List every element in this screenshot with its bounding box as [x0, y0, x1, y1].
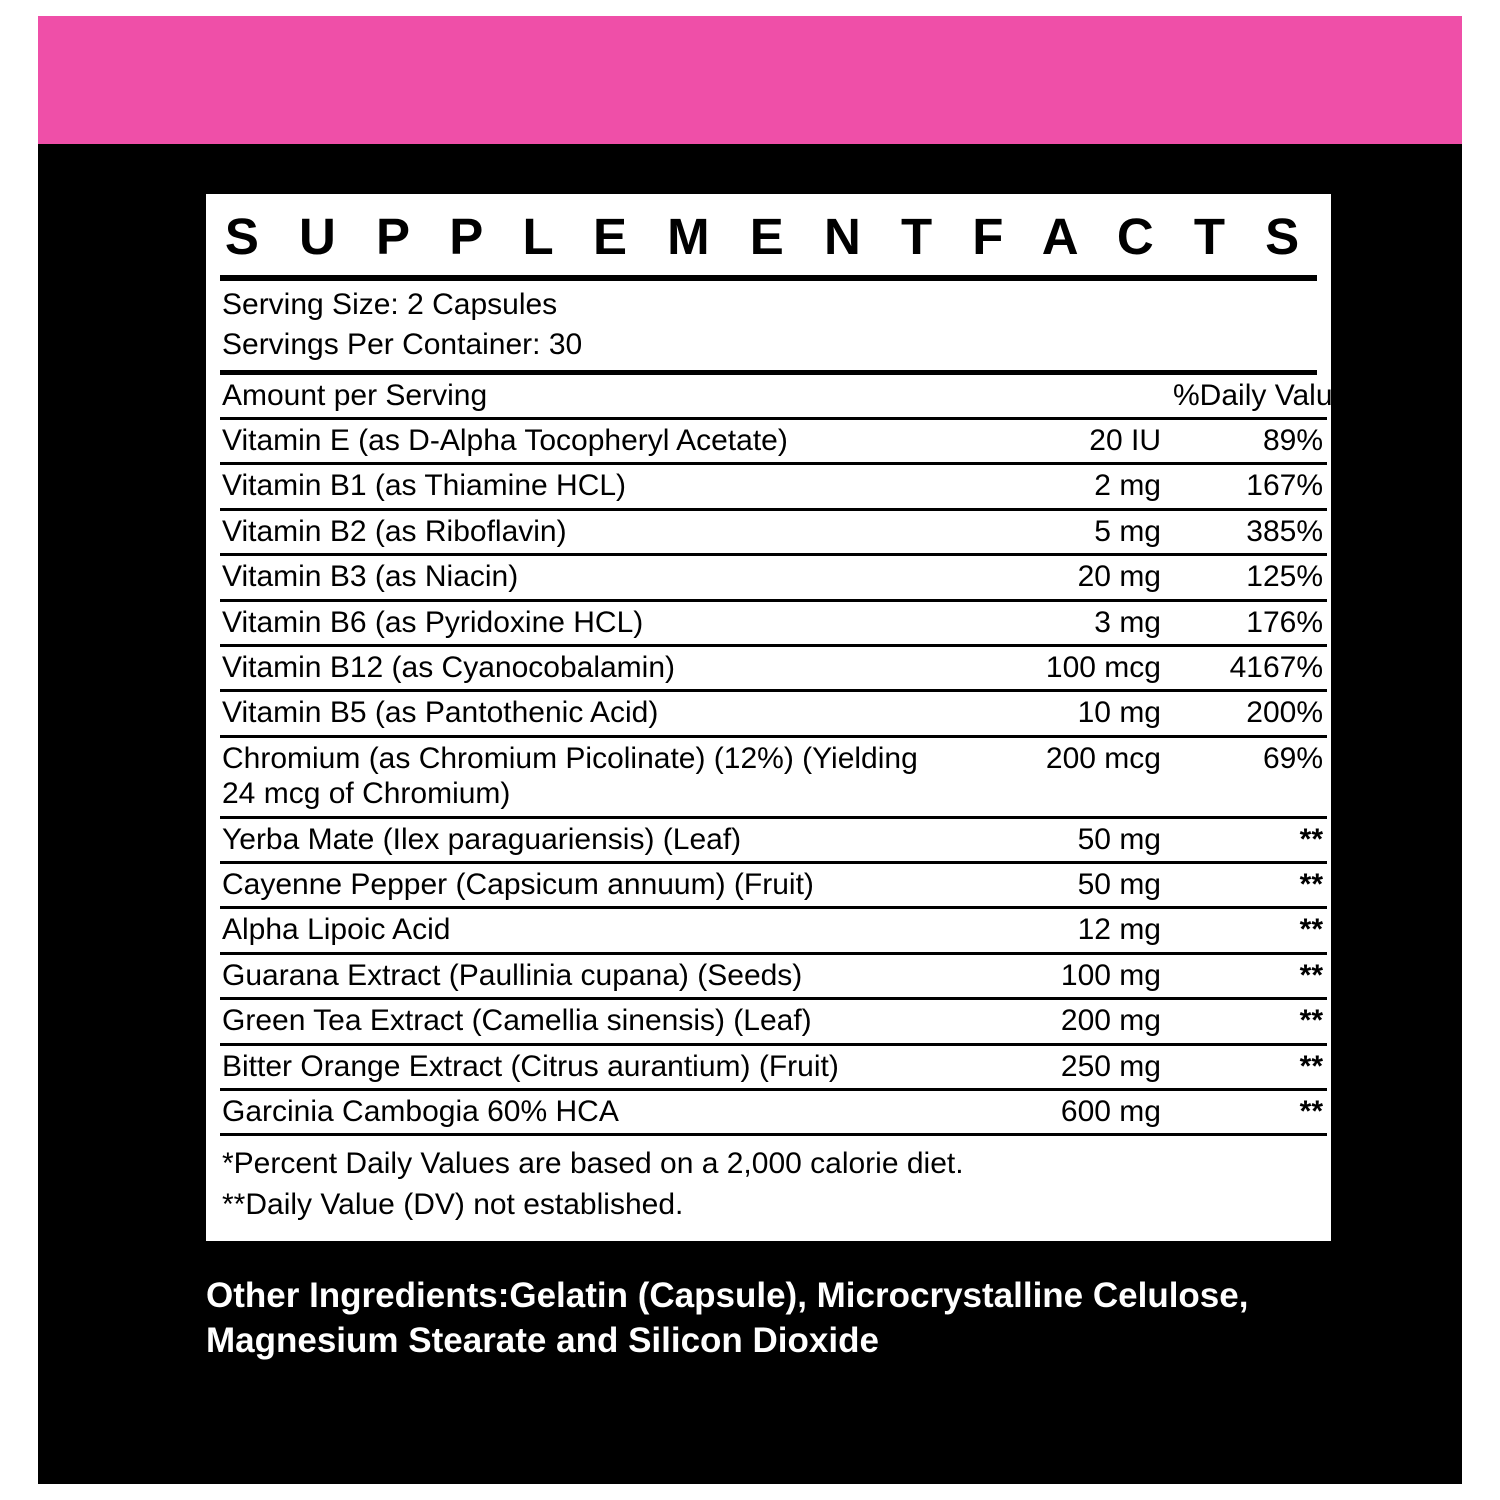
nutrient-dv: 176% — [1171, 600, 1327, 645]
header-amount-spacer — [959, 375, 1171, 419]
supplement-facts-panel — [206, 194, 1361, 1241]
nutrient-name: Garcinia Cambogia 60% HCA — [220, 1089, 959, 1134]
nutrient-dv: ** — [1171, 862, 1327, 907]
nutrient-name: Green Tea Extract (Camellia sinensis) (Leaf) — [220, 999, 959, 1044]
nutrient-dv: ** — [1171, 1044, 1327, 1089]
nutrient-amount: 200 mg — [959, 999, 1171, 1044]
nutrient-amount: 20 mg — [959, 555, 1171, 600]
nutrient-amount: 20 IU — [959, 419, 1171, 464]
label-background — [38, 16, 1462, 1484]
table-row — [220, 600, 1327, 645]
serving-info — [220, 281, 1317, 370]
nutrient-name: Vitamin B12 (as Cyanocobalamin) — [220, 645, 959, 690]
nutrient-name: Vitamin B6 (as Pyridoxine HCL) — [220, 600, 959, 645]
footnotes — [220, 1136, 1317, 1227]
nutrient-name: Vitamin E (as D-Alpha Tocopheryl Acetate) — [220, 419, 959, 464]
nutrient-dv: 200% — [1171, 691, 1327, 736]
table-row — [220, 1044, 1327, 1089]
pink-header-band — [38, 16, 1462, 144]
table-row — [220, 1089, 1327, 1134]
nutrient-dv: 89% — [1171, 419, 1327, 464]
nutrient-amount: 2 mg — [959, 464, 1171, 509]
nutrient-name: Vitamin B5 (as Pantothenic Acid) — [220, 691, 959, 736]
nutrient-name: Vitamin B1 (as Thiamine HCL) — [220, 464, 959, 509]
table-row — [220, 862, 1327, 907]
nutrient-amount: 250 mg — [959, 1044, 1171, 1089]
table-row — [220, 645, 1327, 690]
nutrient-name: Bitter Orange Extract (Citrus aurantium) (Fruit) — [220, 1044, 959, 1089]
footnote-dv-not-established: **Daily Value (DV) not established. — [222, 1187, 684, 1221]
nutrient-amount: 100 mcg — [959, 645, 1171, 690]
nutrient-amount: 100 mg — [959, 953, 1171, 998]
nutrient-name: Chromium (as Chromium Picolinate) (12%) (Yielding 24 mcg of Chromium) — [220, 736, 959, 817]
nutrient-dv: ** — [1171, 999, 1327, 1044]
table-row — [220, 953, 1327, 998]
header-daily-value: %Daily Value* — [1171, 375, 1327, 419]
table-row — [220, 555, 1327, 600]
table-row — [220, 464, 1327, 509]
nutrient-dv: 4167% — [1171, 645, 1327, 690]
table-row — [220, 736, 1327, 817]
nutrient-dv: ** — [1171, 953, 1327, 998]
table-row — [220, 817, 1327, 862]
servings-per-container: Servings Per Container: 30 — [222, 328, 583, 362]
page-title: S U P P L E M E N T F A C T S — [224, 208, 1313, 265]
nutrient-dv: ** — [1171, 908, 1327, 953]
nutrient-name: Yerba Mate (Ilex paraguariensis) (Leaf) — [220, 817, 959, 862]
table-row — [220, 908, 1327, 953]
table-row — [220, 691, 1327, 736]
nutrient-amount: 10 mg — [959, 691, 1171, 736]
nutrition-table — [220, 375, 1361, 1137]
table-row — [220, 999, 1327, 1044]
footnote-daily-values: *Percent Daily Values are based on a 2,000 calorie diet. — [222, 1147, 964, 1181]
nutrient-amount: 600 mg — [959, 1089, 1171, 1134]
nutrient-amount: 3 mg — [959, 600, 1171, 645]
header-amount-per-serving: Amount per Serving — [220, 375, 959, 419]
nutrient-name: Alpha Lipoic Acid — [220, 908, 959, 953]
other-ingredients: Other Ingredients:Gelatin (Capsule), Microcrystalline Celulose, Magnesium Stearate and Silicon Dioxide — [206, 1276, 1249, 1360]
nutrient-name: Vitamin B2 (as Riboflavin) — [220, 509, 959, 554]
nutrient-dv: 69% — [1171, 736, 1327, 817]
nutrient-amount: 12 mg — [959, 908, 1171, 953]
serving-size: Serving Size: 2 Capsules — [222, 287, 558, 321]
table-header-row — [220, 375, 1327, 419]
table-row — [220, 419, 1327, 464]
nutrient-amount: 50 mg — [959, 862, 1171, 907]
nutrient-name: Vitamin B3 (as Niacin) — [220, 555, 959, 600]
nutrient-amount: 50 mg — [959, 817, 1171, 862]
nutrient-name: Cayenne Pepper (Capsicum annuum) (Fruit) — [220, 862, 959, 907]
table-row — [220, 509, 1327, 554]
nutrient-amount: 5 mg — [959, 509, 1171, 554]
nutrient-dv: 167% — [1171, 464, 1327, 509]
nutrient-dv: ** — [1171, 1089, 1327, 1134]
nutrient-dv: 125% — [1171, 555, 1327, 600]
nutrient-amount: 200 mcg — [959, 736, 1171, 817]
nutrient-name: Guarana Extract (Paullinia cupana) (Seeds) — [220, 953, 959, 998]
nutrient-dv: ** — [1171, 817, 1327, 862]
nutrient-dv: 385% — [1171, 509, 1327, 554]
